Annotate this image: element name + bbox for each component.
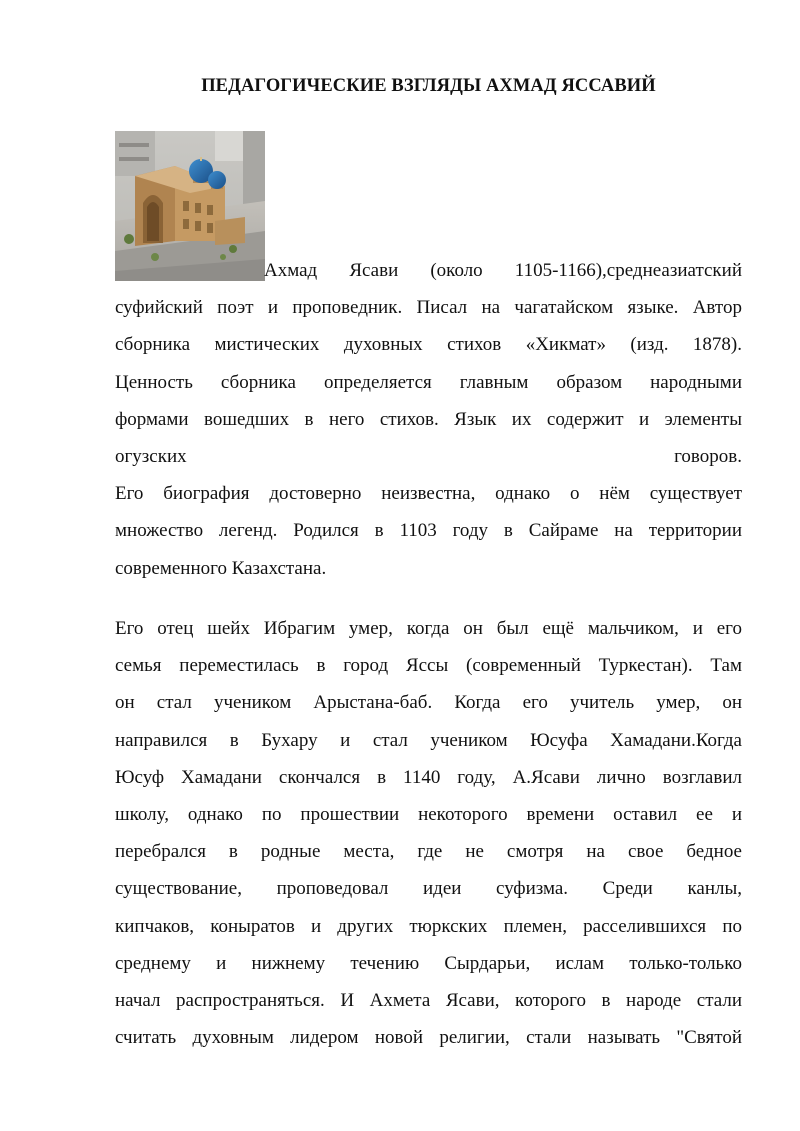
text-line: огузских говоров. — [115, 445, 742, 467]
text-line: семья переместилась в город Яссы (современный Туркестан). Там — [115, 655, 742, 677]
text-line: перебрался в родные места, где не смотря на свое бедное — [115, 841, 742, 863]
text-line: Ахмад Ясави (около 1105-1166),среднеазиатский — [264, 260, 742, 281]
text-line: Ценность сборника определяется главным образом народными — [115, 371, 742, 393]
text-line: начал распространяться. И Ахмета Ясави, которого в народе стали — [115, 989, 742, 1011]
text-line: множество легенд. Родился в 1103 году в Сайраме на территории — [115, 520, 742, 542]
text-line: Юсуф Хамадани скончался в 1140 году, А.Ясави лично возглавил — [115, 766, 742, 788]
text-line: существование, проповедовал идеи суфизма. Среди канлы, — [115, 878, 742, 900]
text-line: сборника мистических духовных стихов «Хикмат» (изд. 1878). — [115, 334, 742, 356]
text-line: он стал учеником Арыстана-баб. Когда его учитель умер, он — [115, 692, 742, 714]
text-line: формами вошедших в него стихов. Язык их содержит и элементы — [115, 408, 742, 430]
text-line: Его отец шейх Ибрагим умер, когда он был ещё мальчиком, и его — [115, 618, 742, 639]
text-line: современного Казахстана. — [115, 557, 327, 579]
text-line: среднему и нижнему течению Сырдарьи, ислам только-только — [115, 952, 742, 974]
text-line: школу, однако по прошествии некоторого времени оставил ее и — [115, 803, 742, 825]
text-line: направился в Бухару и стал учеником Юсуфа Хамадани.Когда — [115, 729, 742, 751]
text-line: суфийский поэт и проповедник. Писал на чагатайском языке. Автор — [115, 297, 742, 319]
page-title: ПЕДАГОГИЧЕСКИЕ ВЗГЛЯДЫ АХМАД ЯССАВИЙ — [201, 76, 656, 96]
text-line: кипчаков, коныратов и других тюркских племен, расселившихся по — [115, 915, 742, 937]
text-line: Его биография достоверно неизвестна, однако о нём существует — [115, 483, 742, 505]
text-line: считать духовным лидером новой религии, стали называть "Святой — [115, 1027, 742, 1049]
paragraph-1 — [115, 252, 742, 587]
paragraph-2 — [115, 610, 742, 1056]
